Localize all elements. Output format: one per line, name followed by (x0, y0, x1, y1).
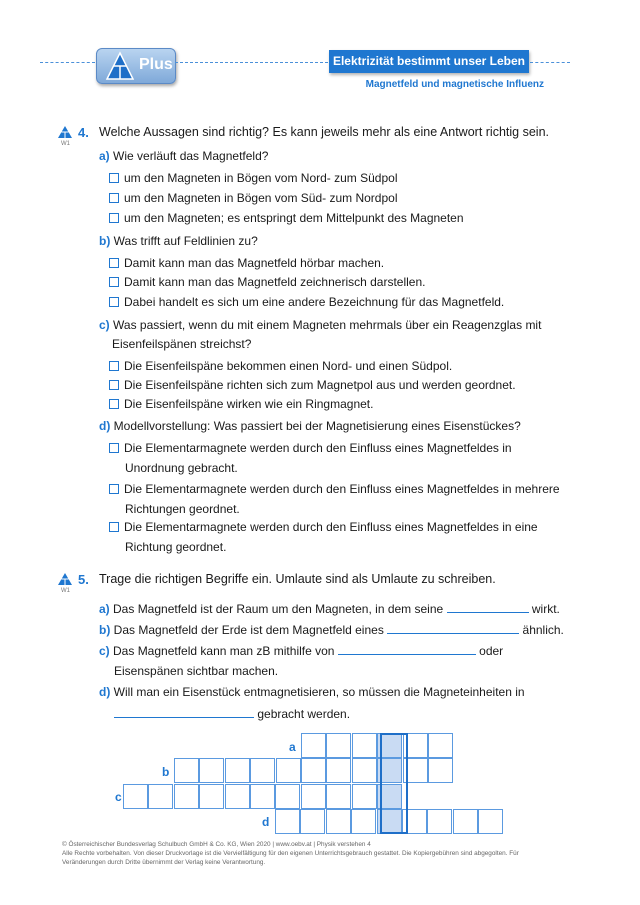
option-text-line2: Unordnung gebracht. (125, 461, 238, 475)
fill-in-d (99, 683, 525, 702)
sub-text-after: ähnlich. (522, 623, 564, 637)
sub-letter: c) (99, 318, 110, 332)
sub-text-line2: Eisenfeilspänen streichst? (112, 337, 252, 351)
sub-letter: a) (99, 149, 110, 163)
crossword-cell[interactable] (199, 758, 224, 783)
sub-letter: d) (99, 685, 111, 699)
task-question: Trage die richtigen Begriffe ein. Umlaute sind als Umlaute zu schreiben. (99, 572, 496, 586)
sub-text-line2: Eisenspänen sichtbar machen. (114, 664, 279, 678)
fill-in-d-line2 (114, 705, 350, 724)
footer-line: © Österreichischer Bundesverlag Schulbuch GmbH & Co. KG, Wien 2020 | www.oebv.at | Physik verstehen 4 (62, 841, 371, 848)
triangle-logo-icon (105, 51, 135, 81)
answer-blank[interactable] (387, 633, 519, 634)
checkbox[interactable] (109, 213, 119, 223)
sub-text: Was passiert, wenn du mit einem Magneten mehrmals über ein Reagenzglas mit (113, 318, 542, 332)
topic-subtitle: Magnetfeld und magnetische Influenz (365, 79, 544, 90)
checkbox[interactable] (109, 380, 119, 390)
task-number: 4. (78, 125, 89, 140)
crossword-cell[interactable] (301, 758, 326, 783)
option-row[interactable] (109, 376, 516, 395)
sub-text: Das Magnetfeld kann man zB mithilfe von (113, 644, 335, 658)
checkbox[interactable] (109, 277, 119, 287)
header-dash-mid (175, 62, 328, 63)
crossword-cell[interactable] (428, 733, 453, 758)
subquestion-a (99, 147, 268, 166)
level-label: W1 (61, 588, 70, 594)
option-text: Die Eisenfeilspäne bekommen einen Nord- und einen Südpol. (124, 359, 453, 373)
crossword-label-d: d (262, 815, 270, 829)
answer-blank[interactable] (447, 612, 529, 613)
crossword-cell[interactable] (123, 784, 148, 809)
option-text: Dabei handelt es sich um eine andere Bezeichnung für das Magnetfeld. (124, 295, 505, 309)
crossword-cell[interactable] (326, 733, 351, 758)
crossword-cell[interactable] (352, 733, 377, 758)
sub-text: Wie verläuft das Magnetfeld? (113, 149, 269, 163)
crossword-cell[interactable] (453, 809, 478, 834)
checkbox[interactable] (109, 297, 119, 307)
checkbox[interactable] (109, 193, 119, 203)
header-dash-left (40, 62, 95, 63)
crossword-cell[interactable] (326, 758, 351, 783)
crossword-cell[interactable] (478, 809, 503, 834)
crossword-label-a: a (289, 740, 296, 754)
option-text: Die Elementarmagnete werden durch den Einfluss eines Magnetfeldes in eine (124, 520, 538, 534)
crossword-cell[interactable] (174, 758, 199, 783)
option-row[interactable] (109, 209, 464, 228)
header-dash-right (530, 62, 570, 63)
solution-column (380, 733, 408, 834)
crossword-cell[interactable] (250, 758, 275, 783)
sub-letter: d) (99, 419, 111, 433)
option-text: Die Elementarmagnete werden durch den Einfluss eines Magnetfeldes in mehrere (124, 482, 560, 496)
crossword-cell[interactable] (300, 809, 325, 834)
subquestion-d (99, 417, 521, 436)
checkbox[interactable] (109, 399, 119, 409)
option-row[interactable] (109, 439, 512, 458)
answer-blank[interactable] (338, 654, 476, 655)
sub-letter: b) (99, 623, 111, 637)
crossword-cell[interactable] (250, 784, 275, 809)
crossword-cell[interactable] (199, 784, 224, 809)
fill-in-b (99, 621, 564, 640)
crossword-cell[interactable] (275, 784, 300, 809)
option-row[interactable] (109, 357, 452, 376)
option-row[interactable] (109, 480, 560, 499)
crossword-cell[interactable] (326, 809, 351, 834)
option-text: um den Magneten in Bögen vom Nord- zum Südpol (124, 171, 398, 185)
checkbox[interactable] (109, 361, 119, 371)
checkbox[interactable] (109, 522, 119, 532)
sub-letter: c) (99, 644, 110, 658)
task-number: 5. (78, 572, 89, 587)
option-text: Die Elementarmagnete werden durch den Einfluss eines Magnetfeldes in (124, 441, 512, 455)
sub-text: Das Magnetfeld der Erde ist dem Magnetfeld eines (113, 623, 384, 637)
option-text: Damit kann man das Magnetfeld hörbar machen. (124, 256, 385, 270)
crossword-cell[interactable] (301, 733, 326, 758)
subquestion-b (99, 232, 258, 251)
level-label: W1 (61, 141, 70, 147)
option-row[interactable] (109, 169, 398, 188)
crossword-cell[interactable] (326, 784, 351, 809)
footer (62, 840, 582, 867)
option-row[interactable] (109, 254, 384, 273)
sub-text: Will man ein Eisenstück entmagnetisieren, so müssen die Magneteinheiten in (113, 685, 525, 699)
checkbox[interactable] (109, 443, 119, 453)
sub-text: Was trifft auf Feldlinien zu? (113, 234, 258, 248)
chapter-title: Elektrizität bestimmt unser Leben (329, 50, 529, 73)
plus-logo (96, 48, 176, 84)
option-text-line2: Richtung geordnet. (125, 540, 227, 554)
sub-text-after: oder (479, 644, 504, 658)
option-text: Die Eisenfeilspäne wirken wie ein Ringmagnet. (124, 397, 374, 411)
footer-line: Alle Rechte vorbehalten. Von dieser Druckvorlage ist die Vervielfältigung für den eigenen Unterrichtsgebrauch gestattet. Die Kopiergebühren sind abgegolten. Für (62, 850, 519, 857)
level-triangle-icon (58, 573, 72, 585)
crossword-cell[interactable] (174, 784, 199, 809)
crossword-cell[interactable] (428, 758, 453, 783)
crossword-cell[interactable] (351, 809, 376, 834)
option-text: um den Magneten in Bögen vom Süd- zum Nordpol (124, 191, 398, 205)
sub-text-after: wirkt. (531, 602, 560, 616)
option-row[interactable] (109, 293, 504, 312)
answer-blank[interactable] (114, 717, 254, 718)
crossword-label-b: b (162, 765, 170, 779)
checkbox[interactable] (109, 173, 119, 183)
footer-line: Veränderungen durch Dritte übernimmt der Verlag keine Verantwortung. (62, 859, 266, 866)
option-row[interactable] (109, 395, 373, 414)
option-text: Damit kann man das Magnetfeld zeichnerisch darstellen. (124, 275, 426, 289)
checkbox[interactable] (109, 258, 119, 268)
crossword-cell[interactable] (225, 784, 250, 809)
crossword-label-c: c (115, 790, 122, 804)
crossword-cell[interactable] (301, 784, 326, 809)
task-question: Welche Aussagen sind richtig? Es kann jeweils mehr als eine Antwort richtig sein. (99, 125, 549, 139)
fill-in-c (99, 642, 503, 661)
subquestion-c (99, 316, 541, 335)
sub-text: Modellvorstellung: Was passiert bei der Magnetisierung eines Eisenstückes? (113, 419, 521, 433)
option-row[interactable] (109, 518, 538, 537)
crossword-cell[interactable] (225, 758, 250, 783)
checkbox[interactable] (109, 484, 119, 494)
option-text: Die Eisenfeilspäne richten sich zum Magnetpol aus und werden geordnet. (124, 378, 516, 392)
crossword-cell[interactable] (276, 758, 301, 783)
crossword-cell[interactable] (427, 809, 452, 834)
option-row[interactable] (109, 273, 426, 292)
option-text-line2: Richtungen geordnet. (125, 502, 240, 516)
crossword-cell[interactable] (352, 784, 377, 809)
logo-text: Plus (139, 56, 173, 73)
option-row[interactable] (109, 189, 398, 208)
sub-text: Das Magnetfeld ist der Raum um den Magneten, in dem seine (113, 602, 444, 616)
sub-letter: a) (99, 602, 110, 616)
level-triangle-icon (58, 126, 72, 138)
option-text: um den Magneten; es entspringt dem Mittelpunkt des Magneten (124, 211, 464, 225)
sub-letter: b) (99, 234, 111, 248)
crossword-cell[interactable] (352, 758, 377, 783)
sub-text-after: gebracht werden. (257, 707, 351, 721)
fill-in-a (99, 600, 560, 619)
crossword-cell[interactable] (148, 784, 173, 809)
crossword-cell[interactable] (275, 809, 300, 834)
